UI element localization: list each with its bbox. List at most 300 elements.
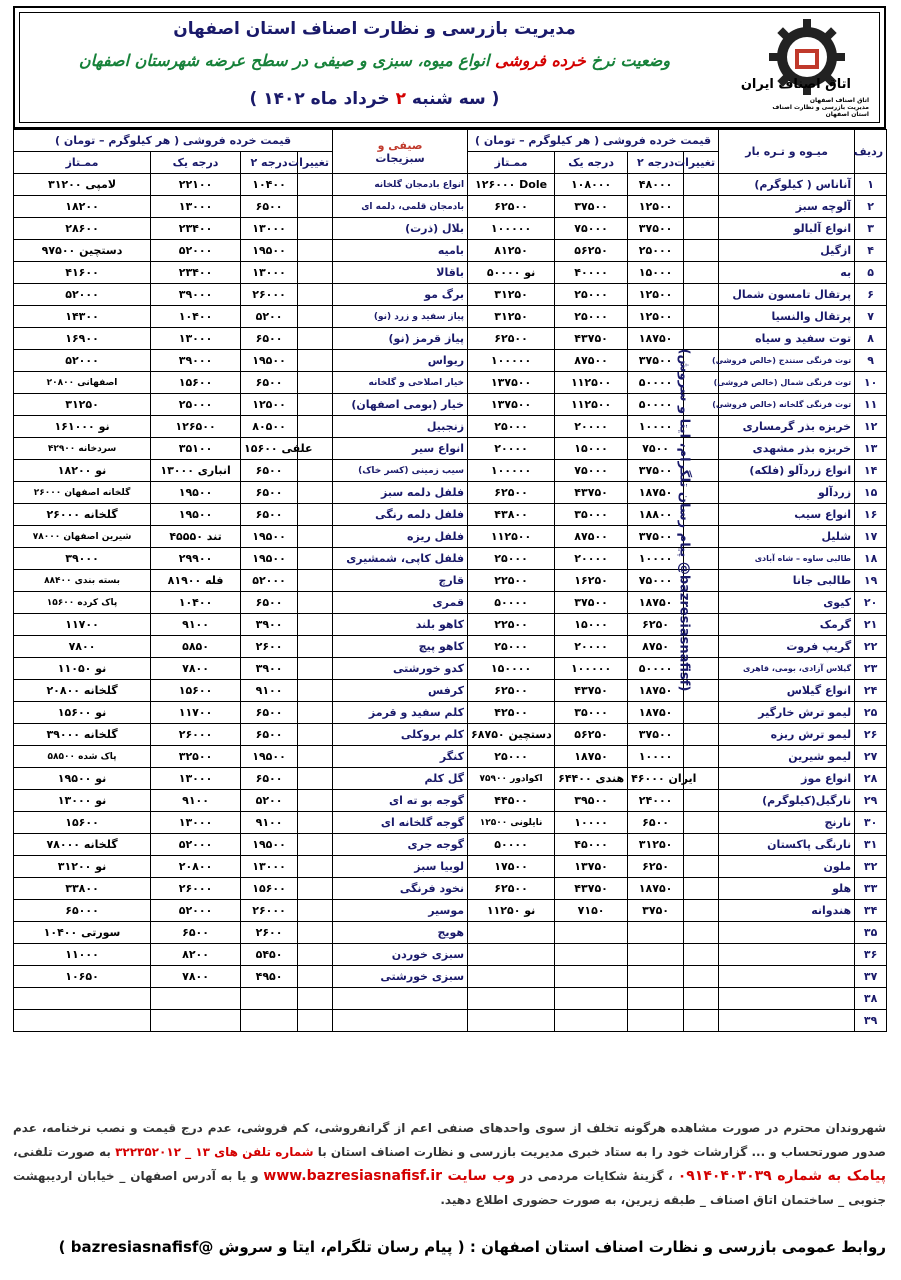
row-number: ۲۶ bbox=[855, 724, 887, 746]
veg-mumtaz: ۱۱۰۰۰ bbox=[14, 944, 151, 966]
veg-grade1: ۱۵۶۰۰ bbox=[151, 372, 241, 394]
fruit-grade1: ۱۶۲۵۰ bbox=[555, 570, 628, 592]
fruit-grade2: ۳۷۵۰۰ bbox=[628, 724, 684, 746]
veg-grade1: ۳۲۵۰۰ bbox=[151, 746, 241, 768]
veg-name: انواع بادمجان گلخانه bbox=[333, 174, 468, 196]
veg-name: پیاز قرمز (نو) bbox=[333, 328, 468, 350]
table-row bbox=[14, 724, 887, 746]
veg-name: گوجه بو ته ای bbox=[333, 790, 468, 812]
veg-mumtaz: پاک شده ۵۸۵۰۰ bbox=[14, 746, 151, 768]
price-table bbox=[13, 129, 887, 1032]
veg-name: سیب زمینی (کسر خاک) bbox=[333, 460, 468, 482]
veg-change bbox=[298, 570, 333, 592]
footer-bottom-line: روابط عمومی بازرسی و نظارت اصناف استان اصفهان : ( پیام رسان تلگرام، ایتا و سروش @bazresiasnafisf ) bbox=[58, 1238, 886, 1256]
veg-grade1: ۲۶۰۰۰ bbox=[151, 878, 241, 900]
veg-grade1: ۵۲۰۰۰ bbox=[151, 900, 241, 922]
table-row bbox=[14, 812, 887, 834]
header-box bbox=[13, 6, 886, 129]
header-grade1-veg: درجه یک bbox=[151, 152, 241, 174]
veg-name: لوبیا سبز bbox=[333, 856, 468, 878]
subtitle-pre: وضعیت نرخ bbox=[585, 51, 671, 70]
logo-sub2: مدیریت بازرسی و نظارت اصناف استان اصفهان bbox=[772, 104, 869, 118]
row-number: ۲۸ bbox=[855, 768, 887, 790]
table-row bbox=[14, 922, 887, 944]
fruit-grade2: ۶۵۰۰ bbox=[628, 812, 684, 834]
veg-grade1: ۸۲۰۰ bbox=[151, 944, 241, 966]
veg-grade1: ۲۹۹۰۰ bbox=[151, 548, 241, 570]
veg-change bbox=[298, 284, 333, 306]
veg-name bbox=[333, 988, 468, 1010]
fruit-grade1: ۳۷۵۰۰ bbox=[555, 196, 628, 218]
fruit-name: ازگیل bbox=[719, 240, 855, 262]
table-row bbox=[14, 636, 887, 658]
row-number: ۳۱ bbox=[855, 834, 887, 856]
fruit-grade2: ۶۲۵۰ bbox=[628, 856, 684, 878]
veg-change bbox=[298, 306, 333, 328]
veg-mumtaz: ۱۵۶۰۰ bbox=[14, 812, 151, 834]
vertical-text: (پیام رسان تلگرام، ایتا و سروش @bazresiasnafisf) bbox=[676, 348, 692, 692]
row-number: ۲۱ bbox=[855, 614, 887, 636]
footer-p4: و یا به آدرس اصفهان _ خیابان اردیبهشت جنوبی _ ساختمان اتاق اصناف _ طبقه زیرین، به صورت حضوری اطلاع دهید. bbox=[13, 1169, 886, 1207]
veg-mumtaz: ۳۹۰۰۰ bbox=[14, 548, 151, 570]
fruit-grade1: ۱۳۷۵۰ bbox=[555, 856, 628, 878]
veg-change bbox=[298, 460, 333, 482]
fruit-change bbox=[684, 724, 719, 746]
veg-change bbox=[298, 394, 333, 416]
header-date bbox=[20, 89, 729, 109]
fruit-grade1: ۱۱۲۵۰۰ bbox=[555, 372, 628, 394]
fruit-grade1: ۲۵۰۰۰ bbox=[555, 306, 628, 328]
veg-grade1: فله ۸۱۹۰۰ bbox=[151, 570, 241, 592]
veg-mumtaz: نو ۱۸۲۰۰ bbox=[14, 460, 151, 482]
table-row bbox=[14, 988, 887, 1010]
veg-grade2: ۵۲۰۰۰ bbox=[241, 570, 298, 592]
veg-change bbox=[298, 328, 333, 350]
veg-name bbox=[333, 1010, 468, 1032]
fruit-grade2 bbox=[628, 922, 684, 944]
fruit-mumtaz: ۴۳۸۰۰ bbox=[468, 504, 555, 526]
header-inner bbox=[19, 12, 880, 123]
fruit-name: انواع سیب bbox=[719, 504, 855, 526]
veg-grade2: ۱۹۵۰۰ bbox=[241, 526, 298, 548]
fruit-grade1: ۱۰۰۰۰۰ bbox=[555, 658, 628, 680]
header-fruit: میـوه و تـره بار bbox=[719, 130, 855, 174]
veg-grade2: ۱۲۵۰۰ bbox=[241, 394, 298, 416]
veg-change bbox=[298, 218, 333, 240]
veg-change bbox=[298, 768, 333, 790]
fruit-mumtaz: ۴۲۵۰۰ bbox=[468, 702, 555, 724]
row-number: ۳۲ bbox=[855, 856, 887, 878]
header-radif: ردیف bbox=[855, 130, 887, 174]
veg-mumtaz bbox=[14, 1010, 151, 1032]
header-veg bbox=[333, 130, 468, 174]
fruit-change bbox=[684, 240, 719, 262]
fruit-mumtaz: ۲۵۰۰۰ bbox=[468, 416, 555, 438]
row-number: ۵ bbox=[855, 262, 887, 284]
fruit-change bbox=[684, 966, 719, 988]
fruit-change bbox=[684, 812, 719, 834]
veg-mumtaz: ۱۱۷۰۰ bbox=[14, 614, 151, 636]
fruit-grade2: ۱۰۰۰۰ bbox=[628, 548, 684, 570]
table-row bbox=[14, 284, 887, 306]
table-header-row-1 bbox=[14, 130, 887, 152]
fruit-mumtaz: ۲۲۵۰۰ bbox=[468, 570, 555, 592]
fruit-grade2: ۱۰۰۰۰ bbox=[628, 746, 684, 768]
fruit-grade2: ۵۰۰۰۰ bbox=[628, 394, 684, 416]
table-row bbox=[14, 856, 887, 878]
veg-grade2: ۶۵۰۰ bbox=[241, 482, 298, 504]
table-row bbox=[14, 416, 887, 438]
veg-grade2: ۲۶۰۰ bbox=[241, 922, 298, 944]
veg-change bbox=[298, 350, 333, 372]
fruit-grade1: ۳۵۰۰۰ bbox=[555, 504, 628, 526]
fruit-grade1 bbox=[555, 988, 628, 1010]
table-row bbox=[14, 680, 887, 702]
fruit-name: طالبی جانا bbox=[719, 570, 855, 592]
fruit-grade2: ۳۷۵۰ bbox=[628, 900, 684, 922]
fruit-mumtaz bbox=[468, 966, 555, 988]
fruit-mumtaz: ۲۵۰۰۰ bbox=[468, 746, 555, 768]
fruit-grade1: ۱۸۷۵۰ bbox=[555, 746, 628, 768]
footer-website[interactable]: وب سایت www.bazresiasnafisf.ir bbox=[263, 1168, 515, 1184]
veg-grade2: ۹۱۰۰ bbox=[241, 680, 298, 702]
fruit-grade2: ۲۴۰۰۰ bbox=[628, 790, 684, 812]
table-row bbox=[14, 658, 887, 680]
fruit-grade1 bbox=[555, 966, 628, 988]
fruit-change bbox=[684, 790, 719, 812]
fruit-grade1: ۱۵۰۰۰ bbox=[555, 438, 628, 460]
fruit-grade1: ۱۵۰۰۰ bbox=[555, 614, 628, 636]
row-number: ۲۳ bbox=[855, 658, 887, 680]
veg-grade2: ۶۵۰۰ bbox=[241, 196, 298, 218]
fruit-grade2: ۱۸۷۵۰ bbox=[628, 328, 684, 350]
fruit-grade2: ۲۵۰۰۰ bbox=[628, 240, 684, 262]
fruit-name: انواع موز bbox=[719, 768, 855, 790]
row-number: ۲۹ bbox=[855, 790, 887, 812]
fruit-change bbox=[684, 944, 719, 966]
veg-grade2: ۵۴۵۰ bbox=[241, 944, 298, 966]
veg-grade2: ۱۵۶۰۰ bbox=[241, 878, 298, 900]
veg-grade1: ۹۱۰۰ bbox=[151, 614, 241, 636]
veg-change bbox=[298, 856, 333, 878]
veg-mumtaz: ۶۵۰۰۰ bbox=[14, 900, 151, 922]
fruit-grade2 bbox=[628, 944, 684, 966]
table-row bbox=[14, 526, 887, 548]
row-number: ۹ bbox=[855, 350, 887, 372]
row-number: ۳۴ bbox=[855, 900, 887, 922]
veg-name: سبزی خوردن bbox=[333, 944, 468, 966]
veg-grade1: ۲۳۴۰۰ bbox=[151, 262, 241, 284]
row-number: ۱۴ bbox=[855, 460, 887, 482]
logo-subtitle bbox=[769, 97, 869, 118]
veg-grade1 bbox=[151, 1010, 241, 1032]
footer-p1: شهروندان محترم در صورت مشاهده هرگونه تخلف از سوی واحدهای صنفی اعم از گرانفروشی، کم فروشی، عدم درج قیمت و نصب نرخنامه، عدم صدور صورتحساب و ... گزارشات خود را به ستاد خبری مدیریت بازرسی و نظارت اصناف استان با bbox=[13, 1121, 886, 1159]
row-number: ۲۲ bbox=[855, 636, 887, 658]
veg-grade2: ۳۹۰۰ bbox=[241, 658, 298, 680]
fruit-change bbox=[684, 284, 719, 306]
row-number: ۱۱ bbox=[855, 394, 887, 416]
veg-grade1: ۲۶۰۰۰ bbox=[151, 724, 241, 746]
veg-name: گل کلم bbox=[333, 768, 468, 790]
fruit-mumtaz: ۵۰۰۰۰ bbox=[468, 592, 555, 614]
fruit-grade2: ۱۸۷۵۰ bbox=[628, 482, 684, 504]
fruit-grade1: ۷۱۵۰ bbox=[555, 900, 628, 922]
fruit-name: کیوی bbox=[719, 592, 855, 614]
table-row bbox=[14, 350, 887, 372]
row-number: ۳ bbox=[855, 218, 887, 240]
row-number: ۱۳ bbox=[855, 438, 887, 460]
fruit-name: زردآلو bbox=[719, 482, 855, 504]
veg-grade1: ۱۹۵۰۰ bbox=[151, 504, 241, 526]
veg-grade1: ۷۸۰۰ bbox=[151, 658, 241, 680]
fruit-change bbox=[684, 1010, 719, 1032]
table-row bbox=[14, 768, 887, 790]
fruit-grade2: ۱۸۷۵۰ bbox=[628, 702, 684, 724]
row-number: ۱ bbox=[855, 174, 887, 196]
fruit-name: توت فرنگی گلخانه (خالص فروشی) bbox=[719, 394, 855, 416]
veg-change bbox=[298, 746, 333, 768]
fruit-name: شلیل bbox=[719, 526, 855, 548]
fruit-change bbox=[684, 218, 719, 240]
table-row bbox=[14, 482, 887, 504]
veg-change bbox=[298, 482, 333, 504]
veg-grade2: ۱۹۵۰۰ bbox=[241, 350, 298, 372]
fruit-mumtaz: نو ۵۰۰۰۰ bbox=[468, 262, 555, 284]
veg-change bbox=[298, 526, 333, 548]
veg-change bbox=[298, 900, 333, 922]
fruit-grade1: ۵۶۲۵۰ bbox=[555, 724, 628, 746]
subtitle-post: انواع میوه، سبزی و صیفی در سطح عرضه شهرستان اصفهان bbox=[78, 51, 495, 70]
fruit-name bbox=[719, 922, 855, 944]
veg-grade2: ۶۵۰۰ bbox=[241, 592, 298, 614]
fruit-name: پرتقال والنسیا bbox=[719, 306, 855, 328]
veg-mumtaz: نو ۱۱۰۵۰ bbox=[14, 658, 151, 680]
fruit-grade2: ۱۸۸۰۰ bbox=[628, 504, 684, 526]
veg-mumtaz: ۱۶۹۰۰ bbox=[14, 328, 151, 350]
fruit-name: طالبی ساوه – شاه آبادی bbox=[719, 548, 855, 570]
fruit-grade2: ۳۷۵۰۰ bbox=[628, 218, 684, 240]
fruit-mumtaz bbox=[468, 988, 555, 1010]
table-row bbox=[14, 570, 887, 592]
veg-mumtaz: دستچین ۹۷۵۰۰ bbox=[14, 240, 151, 262]
fruit-mumtaz bbox=[468, 1010, 555, 1032]
veg-name: فلفل کاپی، شمشیری bbox=[333, 548, 468, 570]
veg-header-b: سبزیجات bbox=[375, 151, 425, 165]
fruit-name: به bbox=[719, 262, 855, 284]
fruit-name: نارنج bbox=[719, 812, 855, 834]
veg-mumtaz: پاک کرده ۱۵۶۰۰ bbox=[14, 592, 151, 614]
fruit-name bbox=[719, 1010, 855, 1032]
row-number: ۳۵ bbox=[855, 922, 887, 944]
row-number: ۲ bbox=[855, 196, 887, 218]
table-row bbox=[14, 878, 887, 900]
fruit-name: آلوچه سبز bbox=[719, 196, 855, 218]
fruit-change bbox=[684, 988, 719, 1010]
row-number: ۲۷ bbox=[855, 746, 887, 768]
veg-name: زنجبیل bbox=[333, 416, 468, 438]
veg-grade2: ۱۳۰۰۰ bbox=[241, 262, 298, 284]
header-title: مدیریت بازرسی و نظارت اصناف استان اصفهان bbox=[173, 19, 576, 39]
veg-mumtaz: سورتی ۱۰۴۰۰ bbox=[14, 922, 151, 944]
veg-mumtaz: گلخانه ۳۹۰۰۰ bbox=[14, 724, 151, 746]
veg-grade1: ۱۰۴۰۰ bbox=[151, 306, 241, 328]
veg-grade1: ۲۳۴۰۰ bbox=[151, 218, 241, 240]
fruit-name: هندوانه bbox=[719, 900, 855, 922]
fruit-name bbox=[719, 966, 855, 988]
logo-sub1: اتاق اصناف اصفهان bbox=[809, 97, 869, 104]
fruit-mumtaz: ۱۰۰۰۰۰ bbox=[468, 218, 555, 240]
veg-name: کرفس bbox=[333, 680, 468, 702]
table-row bbox=[14, 306, 887, 328]
fruit-grade1: ۲۰۰۰۰ bbox=[555, 416, 628, 438]
veg-grade2: ۹۱۰۰ bbox=[241, 812, 298, 834]
fruit-mumtaz bbox=[468, 944, 555, 966]
fruit-grade1: ۴۳۷۵۰ bbox=[555, 878, 628, 900]
fruit-grade2: ۵۰۰۰۰ bbox=[628, 658, 684, 680]
veg-change bbox=[298, 944, 333, 966]
veg-grade1: ۵۲۰۰۰ bbox=[151, 240, 241, 262]
fruit-mumtaz: ۱۰۰۰۰۰ bbox=[468, 460, 555, 482]
fruit-mumtaz: ۲۲۵۰۰ bbox=[468, 614, 555, 636]
veg-name: گوجه جری bbox=[333, 834, 468, 856]
veg-grade1: ۱۳۰۰۰ bbox=[151, 196, 241, 218]
table-row bbox=[14, 966, 887, 988]
veg-grade1: ۱۵۶۰۰ bbox=[151, 680, 241, 702]
veg-name: فلفل ریزه bbox=[333, 526, 468, 548]
veg-mumtaz: ۲۰۸۰۰ اصفهانی bbox=[14, 372, 151, 394]
date-post: خرداد ماه ۱۴۰۲ ) bbox=[249, 89, 396, 109]
fruit-grade1: هندی ۶۴۴۰۰ bbox=[555, 768, 628, 790]
fruit-change bbox=[684, 328, 719, 350]
veg-grade2: ۳۹۰۰ bbox=[241, 614, 298, 636]
row-number: ۲۰ bbox=[855, 592, 887, 614]
fruit-mumtaz: ۶۲۵۰۰ bbox=[468, 878, 555, 900]
fruit-grade2 bbox=[628, 1010, 684, 1032]
veg-mumtaz: ۲۸۶۰۰ bbox=[14, 218, 151, 240]
veg-grade2: ۶۵۰۰ bbox=[241, 504, 298, 526]
fruit-change bbox=[684, 746, 719, 768]
veg-change bbox=[298, 240, 333, 262]
fruit-grade2: ۱۰۰۰۰ bbox=[628, 416, 684, 438]
veg-grade1 bbox=[151, 988, 241, 1010]
table-row bbox=[14, 262, 887, 284]
fruit-grade1 bbox=[555, 1010, 628, 1032]
fruit-mumtaz: ۵۰۰۰۰ bbox=[468, 834, 555, 856]
veg-grade2: ۲۶۰۰ bbox=[241, 636, 298, 658]
date-red: ۲ bbox=[395, 89, 406, 109]
fruit-name: نارنگی پاکستان bbox=[719, 834, 855, 856]
veg-mumtaz: ۴۱۶۰۰ bbox=[14, 262, 151, 284]
veg-change bbox=[298, 1010, 333, 1032]
fruit-mumtaz: ۱۷۵۰۰ bbox=[468, 856, 555, 878]
veg-grade2: ۶۵۰۰ bbox=[241, 328, 298, 350]
fruit-name: انواع گیلاس bbox=[719, 680, 855, 702]
date-pre: ( سه شنبه bbox=[405, 89, 500, 109]
veg-grade2: ۶۵۰۰ bbox=[241, 460, 298, 482]
veg-grade2: ۶۵۰۰ bbox=[241, 702, 298, 724]
fruit-mumtaz: ۲۵۰۰۰ bbox=[468, 636, 555, 658]
veg-header-a: صیفی و bbox=[377, 138, 423, 152]
veg-grade1: ۵۸۵۰ bbox=[151, 636, 241, 658]
veg-change bbox=[298, 922, 333, 944]
veg-name: فلفل دلمه سبز bbox=[333, 482, 468, 504]
veg-grade1: ۳۹۰۰۰ bbox=[151, 284, 241, 306]
vertical-banner bbox=[669, 350, 699, 690]
fruit-grade2: ۵۰۰۰۰ bbox=[628, 372, 684, 394]
veg-name: خیار (بومی اصفهان) bbox=[333, 394, 468, 416]
fruit-name: خربزه بذر گرمساری bbox=[719, 416, 855, 438]
table-row bbox=[14, 196, 887, 218]
fruit-name: آناناس ( کیلوگرم) bbox=[719, 174, 855, 196]
veg-mumtaz: ۵۲۰۰۰ bbox=[14, 284, 151, 306]
veg-grade2: ۶۵۰۰ bbox=[241, 724, 298, 746]
veg-mumtaz: نو ۱۳۰۰۰ bbox=[14, 790, 151, 812]
veg-change bbox=[298, 878, 333, 900]
veg-mumtaz: لامپی ۳۱۲۰۰ bbox=[14, 174, 151, 196]
fruit-grade2: ۱۸۷۵۰ bbox=[628, 680, 684, 702]
fruit-grade2: ۱۲۵۰۰ bbox=[628, 284, 684, 306]
fruit-mumtaz: ۶۲۵۰۰ bbox=[468, 482, 555, 504]
row-number: ۱۲ bbox=[855, 416, 887, 438]
fruit-grade1: ۴۳۷۵۰ bbox=[555, 328, 628, 350]
table-row bbox=[14, 504, 887, 526]
veg-name: کاهو بلند bbox=[333, 614, 468, 636]
veg-grade2: ۱۰۴۰۰ bbox=[241, 174, 298, 196]
veg-grade1: ۱۳۰۰۰ bbox=[151, 768, 241, 790]
veg-name: قمری bbox=[333, 592, 468, 614]
header-mumtaz-veg: ممـتاز bbox=[14, 152, 151, 174]
table-row bbox=[14, 834, 887, 856]
table-row bbox=[14, 394, 887, 416]
veg-grade1: ۱۰۴۰۰ bbox=[151, 592, 241, 614]
row-number: ۴ bbox=[855, 240, 887, 262]
fruit-grade1: ۴۵۰۰۰ bbox=[555, 834, 628, 856]
fruit-name: انواع زردآلو (فلکه) bbox=[719, 460, 855, 482]
fruit-name: گرمک bbox=[719, 614, 855, 636]
veg-change bbox=[298, 680, 333, 702]
veg-mumtaz: گلخانه ۲۶۰۰۰ bbox=[14, 504, 151, 526]
header-mumtaz: ممـتاز bbox=[468, 152, 555, 174]
veg-grade1: ۶۵۰۰ bbox=[151, 922, 241, 944]
table-row bbox=[14, 592, 887, 614]
table-row bbox=[14, 218, 887, 240]
veg-mumtaz bbox=[14, 988, 151, 1010]
veg-grade1: ۷۸۰۰ bbox=[151, 966, 241, 988]
fruit-mumtaz: ۱۳۷۵۰۰ bbox=[468, 372, 555, 394]
veg-grade2: ۸۰۵۰۰ bbox=[241, 416, 298, 438]
veg-mumtaz: گلخانه ۲۰۸۰۰ bbox=[14, 680, 151, 702]
fruit-name: نارگیل(کیلوگرم) bbox=[719, 790, 855, 812]
veg-grade2: ۶۵۰۰ bbox=[241, 372, 298, 394]
fruit-mumtaz: ۳۱۲۵۰ bbox=[468, 284, 555, 306]
veg-change bbox=[298, 372, 333, 394]
fruit-grade2 bbox=[628, 966, 684, 988]
footer-notice bbox=[13, 1116, 886, 1212]
veg-change bbox=[298, 174, 333, 196]
veg-name: بامیه bbox=[333, 240, 468, 262]
fruit-name: توت فرنگی شمال (خالص فروشی) bbox=[719, 372, 855, 394]
veg-grade1: ۲۲۱۰۰ bbox=[151, 174, 241, 196]
veg-grade2 bbox=[241, 1010, 298, 1032]
footer-p2: به صورت تلفنی، bbox=[13, 1145, 116, 1159]
fruit-grade1: ۸۷۵۰۰ bbox=[555, 526, 628, 548]
fruit-mumtaz: ۴۴۵۰۰ bbox=[468, 790, 555, 812]
table-row bbox=[14, 372, 887, 394]
veg-change bbox=[298, 834, 333, 856]
table-row bbox=[14, 240, 887, 262]
fruit-name: ملون bbox=[719, 856, 855, 878]
fruit-mumtaz: نو ۱۱۲۵۰ bbox=[468, 900, 555, 922]
